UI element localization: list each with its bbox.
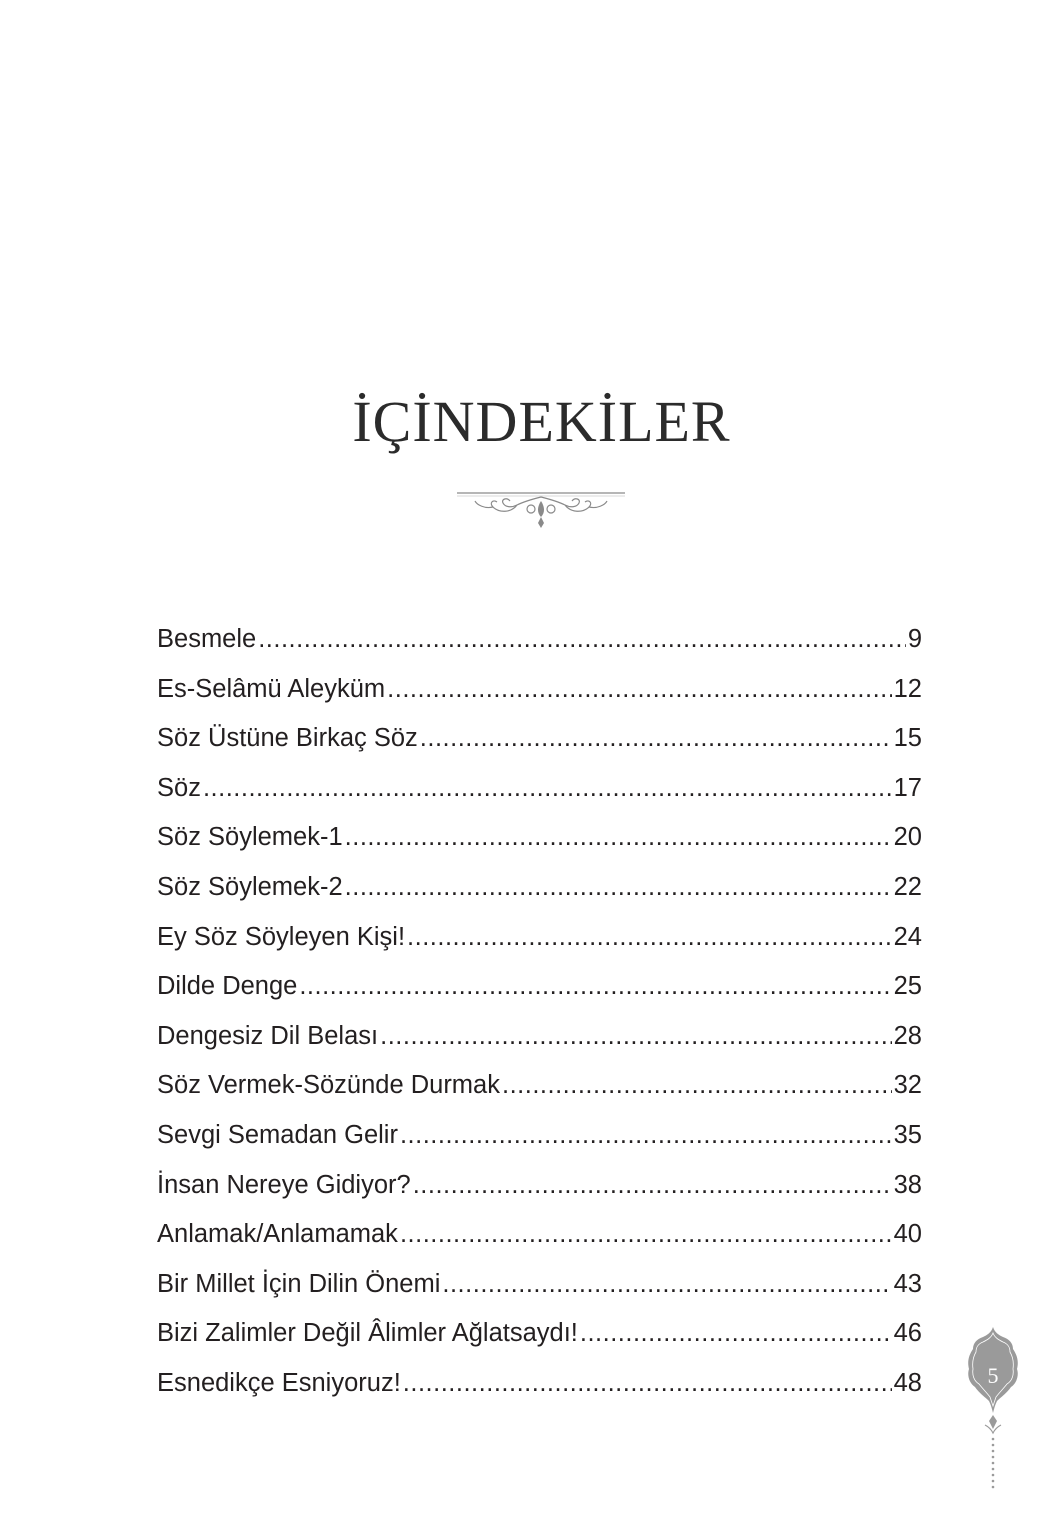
toc-entry[interactable] <box>157 615 922 665</box>
toc-entry-page: 35 <box>893 1120 922 1149</box>
toc-leader-dots <box>400 1111 892 1161</box>
toc-entry-page: 43 <box>893 1269 922 1298</box>
toc-entry[interactable] <box>157 1061 922 1111</box>
toc-entry-title: Ey Söz Söyleyen Kişi! <box>157 922 406 951</box>
toc-entry-page: 20 <box>893 823 922 852</box>
toc-entry[interactable] <box>157 962 922 1012</box>
toc-leader-dots <box>403 1359 892 1409</box>
toc-entry[interactable] <box>157 1359 922 1409</box>
toc-entry-title: Esnedikçe Esniyoruz! <box>157 1368 401 1397</box>
toc-entry-page: 17 <box>893 773 922 802</box>
toc-entry-page: 25 <box>893 972 922 1001</box>
toc-entry-page: 32 <box>893 1071 922 1100</box>
toc-entry-title: Söz Söylemek-1 <box>157 823 343 852</box>
toc-entry[interactable] <box>157 764 922 814</box>
toc-leader-dots <box>203 764 892 814</box>
toc-entry-title: İnsan Nereye Gidiyor? <box>157 1170 411 1199</box>
toc-entry[interactable] <box>157 1260 922 1310</box>
table-of-contents <box>157 615 922 1409</box>
toc-entry[interactable] <box>157 813 922 863</box>
toc-leader-dots <box>502 1061 892 1111</box>
toc-leader-dots <box>400 1210 892 1260</box>
toc-entry-page: 48 <box>893 1368 922 1397</box>
toc-entry-page: 24 <box>893 922 922 951</box>
toc-entry-title: Söz <box>157 773 201 802</box>
toc-leader-dots <box>413 1161 892 1211</box>
toc-entry[interactable] <box>157 1012 922 1062</box>
toc-leader-dots <box>420 714 892 764</box>
toc-leader-dots <box>299 962 891 1012</box>
toc-entry[interactable] <box>157 863 922 913</box>
toc-entry-title: Söz Üstüne Birkaç Söz <box>157 724 418 753</box>
toc-entry-title: Es-Selâmü Aleyküm <box>157 674 386 703</box>
toc-entry[interactable] <box>157 913 922 963</box>
toc-entry-title: Dengesiz Dil Belası <box>157 1021 379 1050</box>
toc-entry-page: 28 <box>893 1021 922 1050</box>
toc-entry-title: Söz Vermek-Sözünde Durmak <box>157 1071 500 1100</box>
toc-leader-dots <box>407 913 892 963</box>
toc-leader-dots <box>580 1309 892 1359</box>
toc-entry[interactable] <box>157 665 922 715</box>
toc-leader-dots <box>380 1012 892 1062</box>
toc-entry-page: 9 <box>907 625 922 653</box>
toc-entry-page: 40 <box>893 1220 922 1249</box>
toc-entry-title: Besmele <box>157 625 257 653</box>
toc-leader-dots <box>345 863 892 913</box>
toc-entry-title: Dilde Denge <box>157 972 298 1001</box>
page-number-badge <box>965 1325 1021 1495</box>
toc-entry-page: 12 <box>893 674 922 703</box>
toc-entry-title: Söz Söylemek-2 <box>157 872 343 901</box>
toc-entry-title: Bizi Zalimler Değil Âlimler Ağlatsaydı! <box>157 1319 578 1348</box>
toc-entry-page: 15 <box>893 724 922 753</box>
toc-entry-title: Sevgi Semadan Gelir <box>157 1120 398 1149</box>
toc-leader-dots <box>442 1260 891 1310</box>
toc-leader-dots <box>387 665 891 715</box>
page-title: İÇİNDEKİLER <box>352 389 731 454</box>
title-ornament-divider <box>455 487 627 529</box>
toc-leader-dots <box>345 813 892 863</box>
toc-entry-title: Bir Millet İçin Dilin Önemi <box>157 1269 441 1298</box>
toc-entry-page: 38 <box>893 1170 922 1199</box>
toc-entry[interactable] <box>157 714 922 764</box>
toc-entry-page: 22 <box>893 872 922 901</box>
toc-entry[interactable] <box>157 1210 922 1260</box>
toc-entry[interactable] <box>157 1111 922 1161</box>
toc-entry-title: Anlamak/Anlamamak <box>157 1220 398 1249</box>
toc-leader-dots <box>258 615 906 665</box>
toc-entry[interactable] <box>157 1309 922 1359</box>
toc-entry-page: 46 <box>893 1319 922 1348</box>
toc-entry[interactable] <box>157 1161 922 1211</box>
page-number: 5 <box>987 1363 999 1388</box>
